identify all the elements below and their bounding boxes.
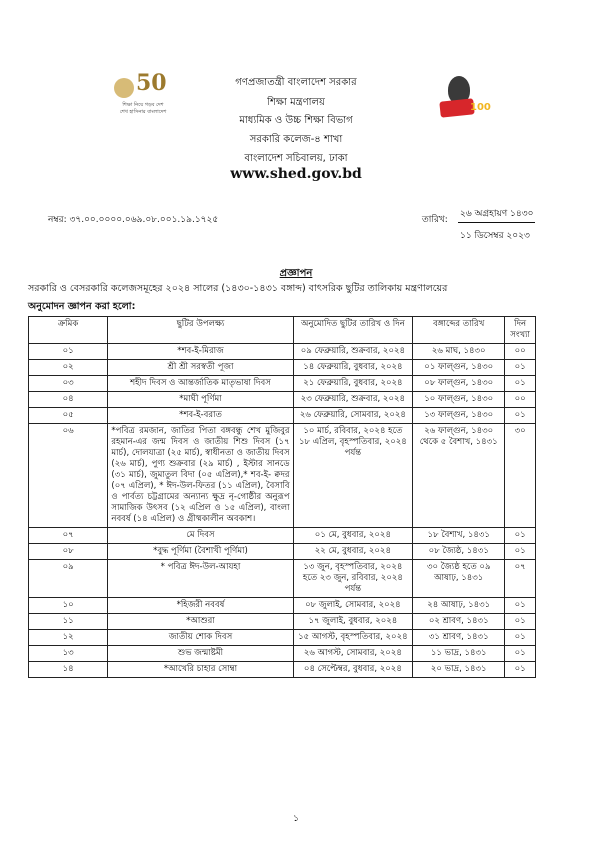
cell-days: ০৭: [505, 560, 536, 598]
cell-bangla-date: ১৩ ফাল্গুন, ১৪৩০: [413, 408, 505, 424]
cell-occasion: জাতীয় শোক দিবস: [108, 630, 293, 646]
table-header-row: [29, 317, 536, 344]
cell-approved-date: ২২ মে, বুধবার, ২০২৪: [293, 544, 413, 560]
cell-bangla-date: ২৪ আষাঢ়, ১৪৩১: [413, 598, 505, 614]
header-government: গণপ্রজাতন্ত্রী বাংলাদেশ সরকার: [235, 77, 357, 88]
header-ministry: শিক্ষা মন্ত্রণালয়: [267, 97, 325, 108]
cell-bangla-date: ১১ ভাদ্র, ১৪৩১: [413, 646, 505, 662]
cell-bangla-date: ২৬ ফাল্গুন, ১৪৩০ থেকে ৫ বৈশাখ, ১৪৩১: [413, 424, 505, 528]
table-row: [29, 360, 536, 376]
cell-bangla-date: ০২ শ্রাবণ, ১৪৩১: [413, 614, 505, 630]
cell-occasion: শুভ জন্মাষ্টমী: [108, 646, 293, 662]
cell-serial: ০৪: [29, 392, 108, 408]
cell-approved-date: ০৮ জুলাই, সোমবার, ২০২৪: [293, 598, 413, 614]
table-row: [29, 614, 536, 630]
cell-bangla-date: ০৮ ফাল্গুন, ১৪৩০: [413, 376, 505, 392]
cell-approved-date: ২৩ ফেব্রুয়ারি, শুক্রবার, ২০২৪: [293, 392, 413, 408]
cell-approved-date: ০৪ সেপ্টেম্বর, বুধবার, ২০২৪: [293, 662, 413, 678]
cell-approved-date: ১০ মার্চ, রবিবার, ২০২৪ হতে ১৮ এপ্রিল, বৃহস্পতিবার, ২০২৪ পর্যন্ত: [293, 424, 413, 528]
cell-occasion: *শব-ই-মিরাজ: [108, 344, 293, 360]
cell-serial: ০৯: [29, 560, 108, 598]
table-row: [29, 376, 536, 392]
holiday-table: [28, 316, 536, 678]
emblem-icon: [114, 78, 134, 98]
intro-text: সরকারি ও বেসরকারি কলেজসমূহের ২০২৪ সালের (১৪৩০-১৪৩১ বঙ্গাব্দ) বাৎসরিক ছুটির তালিকায় মন্ত্রণালয়ের: [28, 283, 448, 294]
cell-occasion: শ্রী শ্রী সরস্বতী পূজা: [108, 360, 293, 376]
table-row: [29, 344, 536, 360]
table-body: [29, 344, 536, 678]
table-row: [29, 662, 536, 678]
cell-occasion: * পবিত্র ঈদ-উল-আযহা: [108, 560, 293, 598]
cell-bangla-date: ০১ ফাল্গুন, ১৪৩০: [413, 360, 505, 376]
date-english: ১১ ডিসেম্বর ২০২৩: [460, 231, 530, 241]
cell-days: ০১: [505, 376, 536, 392]
page-number: ১: [293, 814, 299, 824]
cell-approved-date: ১৩ জুন, বৃহস্পতিবার, ২০২৪ হতে ২৩ জুন, রবিবার, ২০২৪ পর্যন্ত: [293, 560, 413, 598]
cell-days: ০১: [505, 598, 536, 614]
header-occasion: ছুটির উপলক্ষ্য: [108, 317, 293, 344]
cell-days: ০১: [505, 646, 536, 662]
cell-occasion: *হিজরী নববর্ষ: [108, 598, 293, 614]
cell-approved-date: ২৬ ফেব্রুয়ারি, সোমবার, ২০২৪: [293, 408, 413, 424]
cell-bangla-date: ২০ ভাদ্র, ১৪৩১: [413, 662, 505, 678]
logo-caption-2: শেখ হাসিনার বাংলাদেশ: [119, 109, 167, 115]
memo-number: নম্বর: ৩৭.০০.০০০০.০৬৯.০৮.০০১.১৯.১৭২৫: [48, 215, 219, 225]
table-row: [29, 424, 536, 528]
document-title: প্রজ্ঞাপন: [279, 268, 313, 279]
table-row: [29, 544, 536, 560]
cell-occasion: *মাঘী পূর্ণিমা: [108, 392, 293, 408]
cell-days: ০১: [505, 528, 536, 544]
logo-caption-1: শিক্ষা নিয়ে গড়ব দেশ: [122, 102, 164, 108]
date-bangla: ২৬ অগ্রহায়ণ ১৪৩০: [458, 206, 535, 223]
cell-bangla-date: ০৮ জ্যৈষ্ঠ, ১৪৩১: [413, 544, 505, 560]
cell-days: ০০: [505, 344, 536, 360]
mujib-centenary-logo: [438, 76, 498, 132]
cell-occasion: *শব-ই-বরাত: [108, 408, 293, 424]
table-row: [29, 392, 536, 408]
table-row: [29, 560, 536, 598]
date-label: তারিখ:: [422, 215, 448, 225]
cell-days: ০১: [505, 630, 536, 646]
cell-approved-date: ১৫ আগস্ট, বৃহস্পতিবার, ২০২৪: [293, 630, 413, 646]
header-division: মাধ্যমিক ও উচ্চ শিক্ষা বিভাগ: [239, 115, 353, 126]
logo-number: 50: [136, 70, 167, 96]
cell-bangla-date: ১৮ বৈশাখ, ১৪৩১: [413, 528, 505, 544]
header-bangla-date: বঙ্গাব্দের তারিখ: [413, 317, 505, 344]
cell-serial: ১২: [29, 630, 108, 646]
header-address: বাংলাদেশ সচিবালয়, ঢাকা: [244, 153, 348, 164]
cell-occasion: *পবিত্র রমজান, জাতির পিতা বঙ্গবন্ধু শেখ মুজিবুর রহমান-এর জন্ম দিবস ও জাতীয় শিশু দিবস (১৭ মার্চ), দোলযাত্রা (২৫ মার্চ), স্বাধীনতা ও জাতীয় দিবস (২৬ মার্চ), পুণ্য শুক্রবার (২৯ মার্চ) , ইস্টার সানডে (৩১ মার্চ), জুমাতুল বিদা (০৫ এপ্রিল),* শব-ই- ক্বদর (০৭ এপ্রিল), * ঈদ-উল-ফিতর (১১ এপ্রিল), বৈসাবি ও পার্বত্য চট্টগ্রামের অন্যান্য ক্ষুদ্র নৃ-গোষ্ঠীর অনুরূপ সামাজিক উৎসব (১২ এপ্রিল ও ১৫ এপ্রিল), বাংলা নববর্ষ (১৪ এপ্রিল) ও গ্রীষ্মকালীন অবকাশ।: [108, 424, 293, 528]
table-row: [29, 408, 536, 424]
cell-days: ৩০: [505, 424, 536, 528]
cell-serial: ১৪: [29, 662, 108, 678]
cell-occasion: *আশুরা: [108, 614, 293, 630]
cell-approved-date: ২১ ফেব্রুয়ারি, বুধবার, ২০২৪: [293, 376, 413, 392]
header-serial: ক্রমিক: [29, 317, 108, 344]
header-approved-date: অনুমোদিত ছুটির তারিখ ও দিন: [293, 317, 413, 344]
header-branch: সরকারি কলেজ-৪ শাখা: [249, 134, 343, 145]
cell-approved-date: ০১ মে, বুধবার, ২০২৪: [293, 528, 413, 544]
cell-days: ০১: [505, 360, 536, 376]
header-days: দিন সংখ্যা: [505, 317, 536, 344]
table-row: [29, 528, 536, 544]
cell-occasion: *আখেরি চাহার সোম্বা: [108, 662, 293, 678]
cell-serial: ০১: [29, 344, 108, 360]
table-row: [29, 598, 536, 614]
cell-occasion: মে দিবস: [108, 528, 293, 544]
table-row: [29, 646, 536, 662]
cell-serial: ০৫: [29, 408, 108, 424]
intro-text-continued: অনুমোদন জ্ঞাপন করা হলো:: [28, 301, 136, 312]
cell-days: ০০: [505, 392, 536, 408]
cell-days: ০১: [505, 544, 536, 560]
cell-serial: ০৬: [29, 424, 108, 528]
cell-days: ০১: [505, 408, 536, 424]
cell-approved-date: ১৪ ফেব্রুয়ারি, বুধবার, ২০২৪: [293, 360, 413, 376]
centenary-number: 100: [470, 102, 491, 113]
cell-bangla-date: ২৬ মাঘ, ১৪৩০: [413, 344, 505, 360]
cell-serial: ০৩: [29, 376, 108, 392]
cell-approved-date: ০৯ ফেব্রুয়ারি, শুক্রবার, ২০২৪: [293, 344, 413, 360]
cell-occasion: শহীদ দিবস ও আন্তর্জাতিক মাতৃভাষা দিবস: [108, 376, 293, 392]
cell-serial: ০৭: [29, 528, 108, 544]
cell-serial: ১৩: [29, 646, 108, 662]
cell-days: ০১: [505, 662, 536, 678]
cell-bangla-date: ৩১ শ্রাবণ, ১৪৩১: [413, 630, 505, 646]
table-row: [29, 630, 536, 646]
cell-approved-date: ২৬ আগস্ট, সোমবার, ২০২৪: [293, 646, 413, 662]
cell-serial: ০৮: [29, 544, 108, 560]
cell-serial: ১০: [29, 598, 108, 614]
cell-approved-date: ১৭ জুলাই, বুধবার, ২০২৪: [293, 614, 413, 630]
header-website[interactable]: www.shed.gov.bd: [230, 166, 362, 182]
cell-bangla-date: ১০ ফাল্গুন, ১৪৩০: [413, 392, 505, 408]
cell-serial: ১১: [29, 614, 108, 630]
cell-bangla-date: ৩০ জ্যৈষ্ঠ হতে ০৯ আষাঢ়, ১৪৩১: [413, 560, 505, 598]
cell-days: ০১: [505, 614, 536, 630]
cell-occasion: *বুদ্ধ পূর্ণিমা (বৈশাখী পূর্ণিমা): [108, 544, 293, 560]
cell-serial: ০২: [29, 360, 108, 376]
